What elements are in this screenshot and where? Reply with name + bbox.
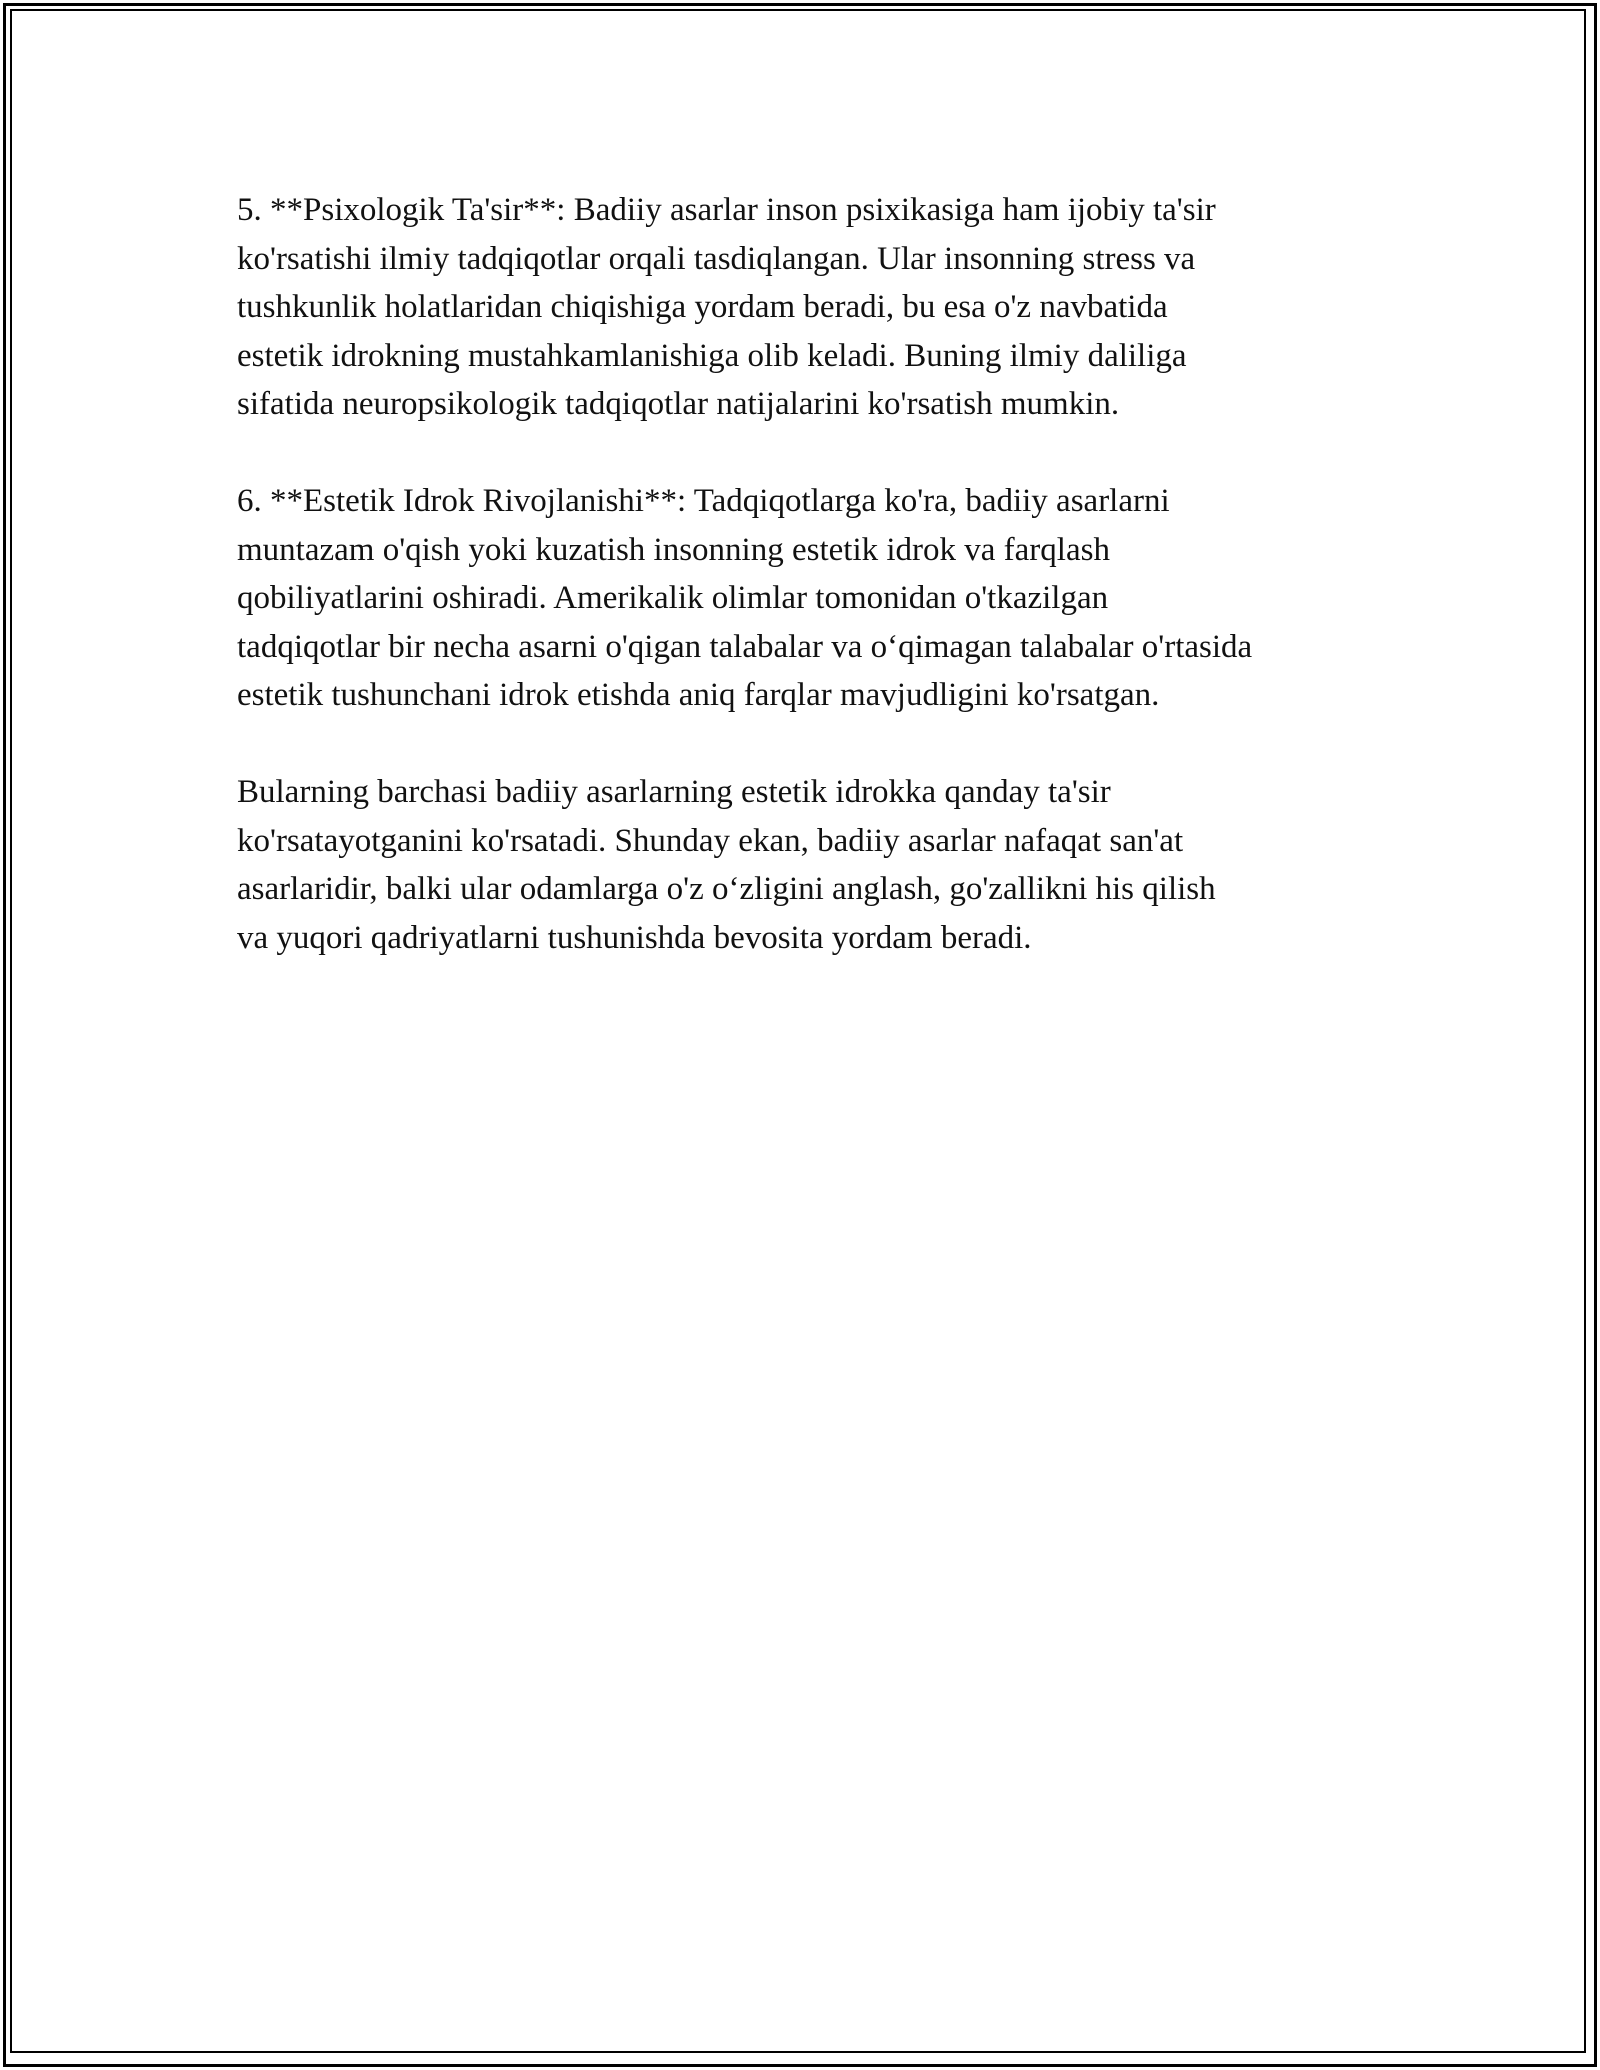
paragraph-estetik-idrok-rivojlanishi [237,477,1377,720]
text-line: Bularning barchasi badiiy asarlarning estetik idrokka qanday ta'sir [237,774,1111,810]
text-line: estetik idrokning mustahkamlanishiga olib keladi. Buning ilmiy daliliga [237,337,1187,374]
paragraph-conclusion [237,768,1377,962]
text-line: va yuqori qadriyatlarni tushunishda bevosita yordam beradi. [237,919,1032,956]
text-line: sifatida neuropsikologik tadqiqotlar natijalarini ko'rsatish mumkin. [237,386,1120,422]
document-body [237,186,1377,1011]
text-line: muntazam o'qish yoki kuzatish insonning estetik idrok va farqlash [237,531,1110,568]
text-line: tushkunlik holatlaridan chiqishiga yordam beradi, bu esa o'z navbatida [237,289,1168,325]
text-line: ko'rsatayotganini ko'rsatadi. Shunday ekan, badiiy asarlar nafaqat san'at [237,822,1184,859]
text-line: tadqiqotlar bir necha asarni o'qigan talabalar va o‘qimagan talabalar o'rtasida [237,628,1253,665]
text-line: qobiliyatlarini oshiradi. Amerikalik olimlar tomonidan o'tkazilgan [237,580,1109,616]
text-line: 6. **Estetik Idrok Rivojlanishi**: Tadqiqotlarga ko'ra, badiiy asarlarni [237,483,1170,519]
text-line: estetik tushunchani idrok etishda aniq farqlar mavjudligini ko'rsatgan. [237,677,1160,713]
paragraph-psixologik-tasir [237,186,1377,429]
text-line: ko'rsatishi ilmiy tadqiqotlar orqali tasdiqlangan. Ular insonning stress va [237,240,1196,277]
text-line: asarlaridir, balki ular odamlarga o'z o‘zligini anglash, go'zallikni his qilish [237,871,1216,907]
text-line: 5. **Psixologik Ta'sir**: Badiiy asarlar inson psixikasiga ham ijobiy ta'sir [237,192,1216,228]
